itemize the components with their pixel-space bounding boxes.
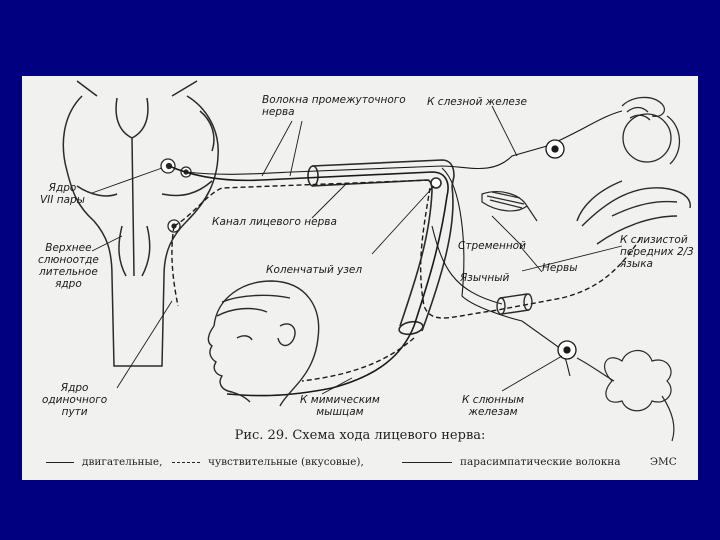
label-text: Ядро одиночного пути [42,382,108,418]
label-text: Язычный [460,272,510,284]
legend-motor-text: двигательные, [82,456,163,468]
label-text: Нервы [542,262,578,274]
label-lingual [460,272,509,284]
label-nerves [542,262,578,274]
label-text: Ядро VII пары [40,182,85,206]
legend-sensory-text: чувствительные (вкусовые), [208,456,364,468]
motor-fibers [169,166,448,396]
ganglia [546,140,576,359]
facial-canal-tube [308,160,454,336]
legend-solid-line-swatch [46,462,74,463]
label-facial-canal [212,216,337,228]
label-superior-salivary-nucleus [38,242,99,290]
facial-nerve-diagram [22,76,698,480]
label-text: Стременной [458,240,526,252]
head-profile-illustration [208,281,318,406]
label-text: Канал лицевого нерва [212,216,337,228]
brainstem-illustration [63,81,218,366]
label-to-salivary-glands [462,394,524,418]
eye-illustration [622,97,679,164]
stapedius-muscle-illustration [482,192,537,221]
legend-sensory [172,455,364,469]
label-text: К слизистой передних 2/3 языка [620,234,694,270]
legend-parasympathetic [402,455,621,469]
label-to-lacrimal-gland [427,96,527,108]
label-vii-nucleus [40,182,85,206]
label-text: К слюнным железам [462,394,525,418]
label-text: К мимическим мышцам [300,394,380,418]
label-geniculate-ganglion [266,264,362,276]
label-to-tongue-mucosa [620,234,694,270]
label-intermediate-nerve-fibers [262,94,406,118]
legend-thin-line-swatch [402,462,452,463]
legend-dashed-line-swatch [172,462,200,463]
legend-motor [46,455,162,469]
label-text: Волокна промежуточного нерва [262,94,406,118]
label-stapedius [458,240,526,252]
label-text: Верхнее слюноотде лительное ядро [38,242,99,290]
legend-parasympathetic-text: парасимпатические волокна [460,456,621,468]
diagram-drawing [22,76,698,480]
legend-credit-text: ЭМС [650,456,677,468]
figure-caption: Рис. 29. Схема хода лицевого нерва: [234,428,486,443]
label-text: Коленчатый узел [266,264,363,276]
label-to-mimic-muscles [300,394,380,418]
label-solitary-nucleus [42,382,107,418]
legend-credit [650,455,677,469]
label-text: К слезной железе [427,96,527,108]
